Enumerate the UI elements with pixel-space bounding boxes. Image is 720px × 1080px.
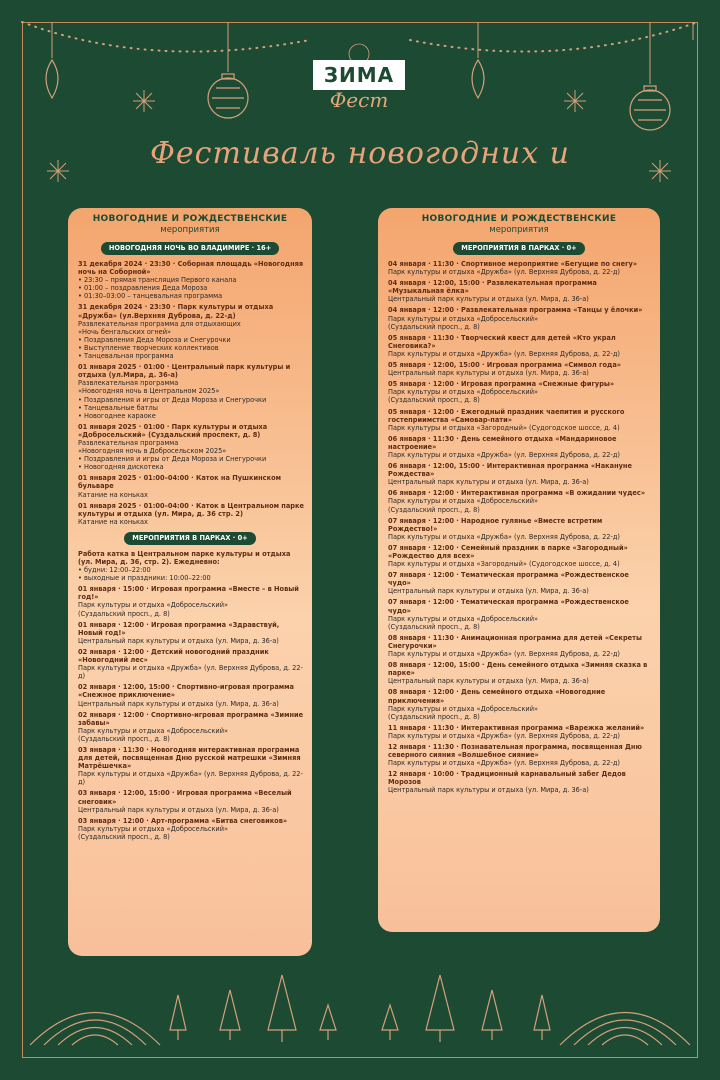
event-detail-line: Парк культуры и отдыха «Дружба» (ул. Верхняя Дуброва, д. 22-д): [388, 759, 620, 768]
event-detail-line: Парк культуры и отдыха «Дружба» (ул. Верхняя Дуброва, д. 22-д): [388, 532, 620, 541]
event-item: [78, 502, 304, 526]
event-detail-line: Катание на коньках: [78, 517, 148, 526]
event-item: [388, 770, 652, 794]
event-detail-line: • будни: 12:00–22:00: [78, 566, 151, 575]
event-detail-line: Центральный парк культуры и отдыха (ул. Мира, д. 36-а): [78, 805, 279, 814]
right-title-sub: мероприятия: [489, 225, 549, 235]
event-item: [78, 363, 304, 420]
event-item: [78, 711, 304, 743]
event-item: [78, 585, 304, 617]
event-heading: 01 января · 15:00 · Игровая программа «Вместе – в Новый год!»: [78, 585, 299, 602]
section-badge-new-year-night: НОВОГОДНЯЯ НОЧЬ ВО ВЛАДИМИРЕ · 16+: [101, 242, 279, 255]
event-heading: 05 января · 12:00, 15:00 · Игровая программа «Символ года»: [388, 361, 622, 370]
event-detail-line: Центральный парк культуры и отдыха (ул. Мира, д. 36-а): [388, 478, 589, 487]
event-detail-line: Центральный парк культуры и отдыха (ул. Мира, д. 36-а): [388, 369, 589, 378]
event-item: [388, 688, 652, 720]
event-heading: 01 января 2025 · 01:00–04:00 · Каток на Пушкинском бульваре: [78, 474, 281, 491]
event-detail-line: Парк культуры и отдыха «Дружба» (ул. Верхняя Дуброва, д. 22-д): [388, 268, 620, 277]
event-heading: 07 января · 12:00 · Тематическая программа «Рождественское чудо»: [388, 598, 629, 615]
page-headline: Фестиваль новогодних и: [150, 136, 570, 171]
event-heading: 05 января · 11:30 · Творческий квест для детей «Кто украл Снеговика?»: [388, 333, 616, 350]
event-item: [388, 598, 652, 630]
event-item: [388, 334, 652, 358]
right-panel-title: [378, 208, 660, 236]
event-heading: 03 января · 11:30 · Новогодняя интерактивная программа для детей, посвященная Дню русской матрешки «Зимняя Матрёшечка»: [78, 745, 301, 771]
event-detail-line: • Поздравления и игры от Деда Мороза и Снегурочки: [78, 455, 267, 464]
event-item: [388, 634, 652, 658]
event-detail-line: Центральный парк культуры и отдыха (ул. Мира, д. 36-а): [388, 587, 589, 596]
left-title-sub: мероприятия: [160, 225, 220, 235]
event-heading: 04 января · 12:00 · Развлекательная программа «Танцы у ёлочки»: [388, 306, 643, 315]
left-title-main: НОВОГОДНИЕ И РОЖДЕСТВЕНСКИЕ: [92, 214, 288, 224]
event-heading: 01 января 2025 · 01:00 · Центральный парк культуры и отдыха (ул.Мира, д. 36-а): [78, 363, 291, 380]
event-heading: 06 января · 12:00 · Интерактивная программа «В ожидании чудес»: [388, 489, 646, 498]
event-item: [78, 621, 304, 645]
event-heading: 11 января · 11:30 · Интерактивная программа «Варежка желаний»: [388, 723, 645, 732]
event-item: [388, 489, 652, 513]
festival-logo: [313, 60, 405, 130]
event-detail-line: Парк культуры и отдыха «Добросельский»: [78, 824, 229, 833]
event-item: [78, 474, 304, 498]
event-detail-line: (Суздальский просп., д. 8): [78, 734, 170, 743]
event-detail-line: Парк культуры и отдыха «Дружба» (ул. Верхняя Дуброва, д. 22-д): [388, 650, 620, 659]
event-heading: 05 января · 12:00 · Ежегодный праздник чаепития и русского гостеприимства «Самовар-пати»: [388, 407, 625, 424]
event-detail-line: • 01:30–03:00 – танцевальная программа: [78, 292, 223, 301]
event-item: [388, 279, 652, 303]
event-detail-line: Центральный парк культуры и отдыха (ул. Мира, д. 36-а): [388, 786, 589, 795]
event-detail-line: Парк культуры и отдыха «Добросельский»: [388, 704, 539, 713]
event-heading: 03 января · 12:00, 15:00 · Игровая программа «Веселый снеговик»: [78, 789, 292, 806]
trees-decoration: [0, 960, 720, 1080]
event-heading: 08 января · 12:00, 15:00 · День семейного отдыха «Зимняя сказка в парке»: [388, 661, 648, 678]
right-panel: [378, 208, 660, 932]
event-detail-line: Центральный парк культуры и отдыха (ул. Мира, д. 36-а): [78, 699, 279, 708]
logo-word-zima: ЗИМА: [313, 60, 405, 90]
event-heading: 01 января · 12:00 · Игровая программа «Здравствуй, Новый год!»: [78, 620, 280, 637]
logo-word-fest: Фест: [329, 88, 389, 112]
event-item: [388, 435, 652, 459]
event-detail-line: (Суздальский просп., д. 8): [388, 712, 480, 721]
event-detail-line: (Суздальский просп., д. 8): [78, 832, 170, 841]
event-detail-line: (Суздальский просп., д. 8): [388, 505, 480, 514]
event-item: [388, 544, 652, 568]
event-detail-line: Развлекательная программа: [78, 438, 179, 447]
event-heading: 31 декабря 2024 · 23:30 · Парк культуры и отдыха «Дружба» (ул.Верхняя Дуброва, д. 22-д): [78, 303, 274, 320]
event-heading: 08 января · 12:00 · День семейного отдыха «Новогодние приключения»: [388, 688, 606, 705]
event-detail-line: «Новогодняя ночь в Центральном 2025»: [78, 387, 220, 396]
event-heading: 02 января · 12:00 · Детский новогодний праздник «Новогодний лес»: [78, 647, 269, 665]
event-detail-line: • Танцевальная программа: [78, 352, 174, 361]
event-detail-line: Центральный парк культуры и отдыха (ул. Мира, д. 36-а): [78, 636, 279, 645]
left-events-list-1: [68, 260, 312, 526]
right-events-list: [378, 260, 660, 795]
event-heading: 02 января · 12:00, 15:00 · Спортивно-игровая программа «Снежное приключение»: [78, 683, 295, 700]
section-badge-parks-right: МЕРОПРИЯТИЯ В ПАРКАХ · 0+: [453, 242, 584, 255]
event-detail-line: Парк культуры и отдыха «Добросельский»: [388, 497, 539, 506]
event-heading: 05 января · 12:00 · Игровая программа «Снежные фигуры»: [388, 380, 615, 389]
event-detail-line: Парк культуры и отдыха «Добросельский»: [388, 614, 539, 623]
event-heading: 07 января · 12:00 · Тематическая программа «Рождественское чудо»: [388, 571, 629, 588]
event-detail-line: Парк культуры и отдыха «Дружба» (ул. Верхняя Дуброва, д. 22-д): [388, 450, 620, 459]
left-panel-title: [68, 208, 312, 236]
event-detail-line: Парк культуры и отдыха «Дружба» (ул. Верхняя Дуброва, д. 22-д): [388, 731, 620, 740]
event-detail-line: Парк культуры и отдыха «Дружба» (ул. Верхняя Дуброва, д. 22-д): [388, 349, 620, 358]
event-heading: 07 января · 12:00 · Семейный праздник в парке «Загородный» «Рождество для всех»: [388, 543, 628, 560]
event-detail-line: Парк культуры и отдыха «Добросельский»: [78, 726, 229, 735]
event-detail-line: • Танцевальные батлы: [78, 403, 158, 412]
event-heading: Работа катка в Центральном парке культуры и отдыха (ул. Мира, д. 36, стр. 2). Ежедневно:: [78, 549, 291, 566]
event-detail-line: Парк культуры и отдыха «Загородный» (Судогодское шоссе, д. 4): [388, 560, 620, 569]
event-detail-line: (Суздальский просп., д. 8): [78, 609, 170, 618]
event-heading: 12 января · 11:30 · Познавательная программа, посвященная Дню северного сияния «Волшебное сияние»: [388, 742, 642, 760]
event-heading: 03 января · 12:00 · Арт-программа «Битва снеговиков»: [78, 816, 288, 825]
event-detail-line: • 23:30 – прямая трансляция Первого канала: [78, 276, 237, 285]
event-detail-line: Развлекательная программа: [78, 379, 179, 388]
event-item: [78, 260, 304, 300]
event-item: [78, 817, 304, 841]
event-heading: 31 декабря 2024 · 23:30 · Соборная площадь «Новогодняя ночь на Соборной»: [78, 260, 304, 277]
event-item: [388, 380, 652, 404]
event-detail-line: • Новогоднее караоке: [78, 411, 156, 420]
event-heading: 08 января · 11:30 · Анимационная программа для детей «Секреты Снегурочки»: [388, 633, 642, 650]
event-heading: 01 января 2025 · 01:00 · Парк культуры и отдыха «Добросельский» (Суздальский проспект, д. 8): [78, 422, 268, 439]
tree-icon: [30, 975, 690, 1045]
event-heading: 07 января · 12:00 · Народное гулянье «Вместе встретим Рождество!»: [388, 516, 603, 533]
event-item: [388, 743, 652, 767]
event-heading: 06 января · 12:00, 15:00 · Интерактивная программа «Накануне Рождества»: [388, 462, 632, 479]
event-detail-line: Развлекательная программа для отдыхающих: [78, 319, 241, 328]
event-detail-line: (Суздальский просп., д. 8): [388, 622, 480, 631]
event-heading: 02 января · 12:00 · Спортивно-игровая программа «Зимние забавы»: [78, 710, 304, 727]
event-item: [78, 746, 304, 786]
event-detail-line: • Новогодняя дискотека: [78, 463, 164, 472]
event-detail-line: Центральный парк культуры и отдыха (ул. Мира, д. 36-а): [388, 677, 589, 686]
event-item: [78, 648, 304, 680]
event-item: [78, 550, 304, 582]
event-item: [388, 306, 652, 330]
event-item: [388, 661, 652, 685]
event-detail-line: • 01:00 – поздравления Деда Мороза: [78, 284, 208, 293]
event-detail-line: Парк культуры и отдыха «Добросельский»: [388, 388, 539, 397]
event-detail-line: • Поздравления и игры от Деда Мороза и Снегурочки: [78, 395, 267, 404]
event-detail-line: «Ночь бенгальских огней»: [78, 327, 172, 336]
event-item: [78, 789, 304, 813]
right-title-main: НОВОГОДНИЕ И РОЖДЕСТВЕНСКИЕ: [421, 214, 617, 224]
event-detail-line: Парк культуры и отдыха «Загородный» (Судогодское шоссе, д. 4): [388, 423, 620, 432]
event-detail-line: • Выступление творческих коллективов: [78, 343, 219, 352]
left-events-list-2: [68, 550, 312, 841]
left-panel: [68, 208, 312, 956]
event-detail-line: Центральный парк культуры и отдыха (ул. Мира, д. 36-а): [388, 295, 589, 304]
event-detail-line: Парк культуры и отдыха «Дружба» (ул. Верхняя Дуброва, д. 22-д): [78, 770, 303, 787]
event-detail-line: Парк культуры и отдыха «Добросельский»: [78, 601, 229, 610]
event-item: [388, 260, 652, 276]
event-item: [78, 303, 304, 360]
event-detail-line: Катание на коньках: [78, 490, 148, 499]
event-detail-line: Парк культуры и отдыха «Дружба» (ул. Верхняя Дуброва, д. 22-д): [78, 664, 303, 681]
event-item: [388, 724, 652, 740]
event-item: [388, 408, 652, 432]
event-item: [78, 683, 304, 707]
event-heading: 06 января · 11:30 · День семейного отдыха «Мандариновое настроение»: [388, 434, 617, 451]
event-heading: 01 января 2025 · 01:00–04:00 · Каток в Центральном парке культуры и отдыха (ул. Мира, д. 36 стр. 2): [78, 501, 304, 518]
event-detail-line: Парк культуры и отдыха «Добросельский»: [388, 314, 539, 323]
event-heading: 04 января · 12:00, 15:00 · Развлекательная программа «Музыкальная ёлка»: [388, 279, 597, 296]
event-heading: 12 января · 10:00 · Традиционный карнавальный забег Дедов Морозов: [388, 770, 626, 787]
event-detail-line: (Суздальский просп., д. 8): [388, 396, 480, 405]
event-detail-line: • выходные и праздники: 10:00–22:00: [78, 574, 211, 583]
event-heading: 04 января · 11:30 · Спортивное мероприятие «Бегущие по снегу»: [388, 260, 638, 268]
event-item: [388, 571, 652, 595]
event-detail-line: (Суздальский просп., д. 8): [388, 322, 480, 331]
event-item: [78, 423, 304, 472]
event-detail-line: «Новогодняя ночь в Добросельском 2025»: [78, 447, 227, 456]
section-badge-parks: МЕРОПРИЯТИЯ В ПАРКАХ · 0+: [124, 532, 255, 545]
event-detail-line: • Поздравления Деда Мороза и Снегурочки: [78, 335, 231, 344]
event-item: [388, 517, 652, 541]
event-item: [388, 462, 652, 486]
event-item: [388, 361, 652, 377]
